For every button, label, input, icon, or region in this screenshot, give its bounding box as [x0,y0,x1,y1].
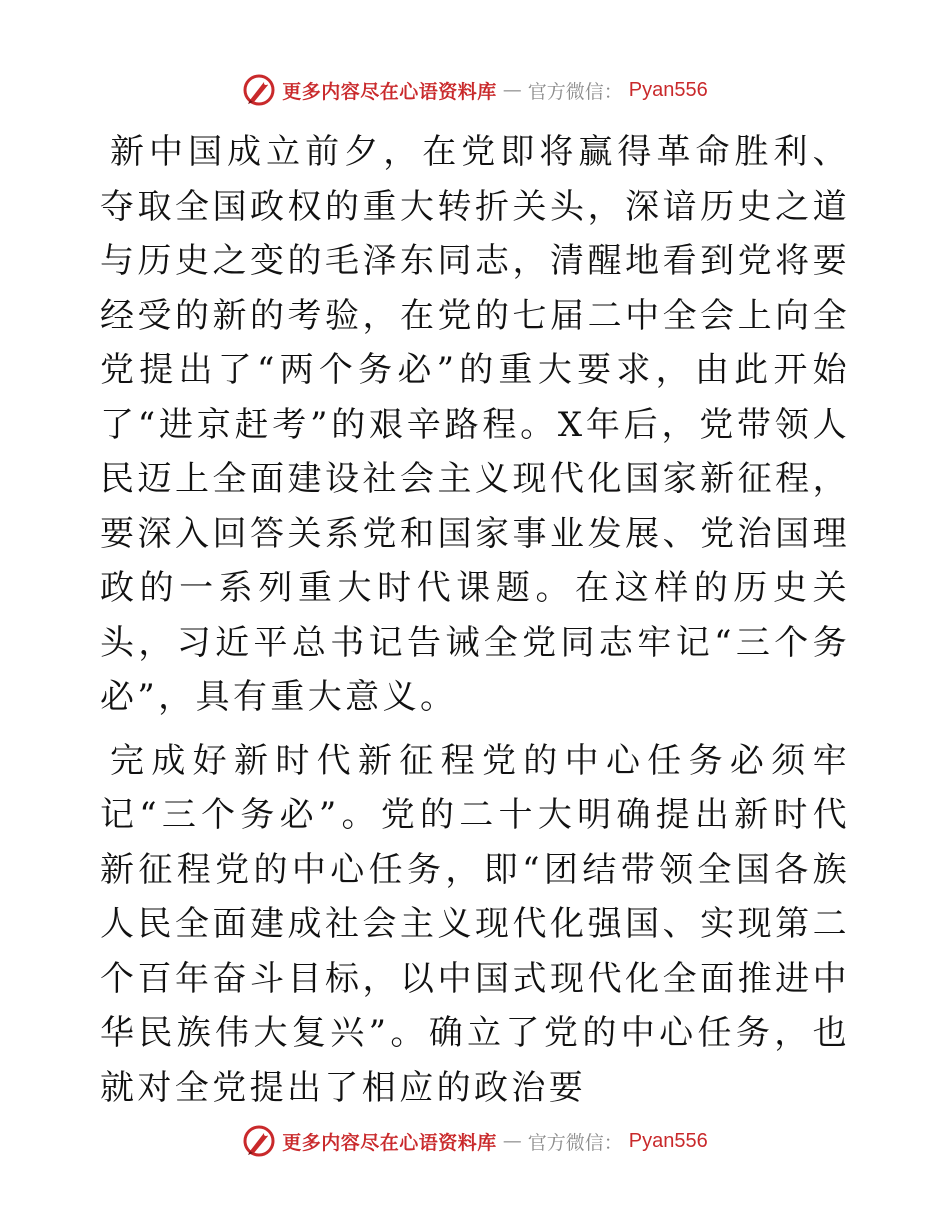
banner-separator: — [502,1130,522,1152]
article-body [100,125,850,1115]
paragraph-1: 新中国成立前夕，在党即将赢得革命胜利、夺取全国政权的重大转折关头，深谙历史之道与历史之变的毛泽东同志，清醒地看到党将要经受的新的考验，在党的七届二中全会上向全党提出了“两个务必”的重大要求，由此开始了“进京赶考”的艰辛路程。X年后，党带领人民迈上全面建设社会主义现代化国家新征程，要深入回答关系党和国家事业发展、党治国理政的一系列重大时代课题。在这样的历史关头，习近平总书记告诫全党同志牢记“三个务必”，具有重大意义。 [100,132,850,717]
footer-watermark-banner [0,1121,950,1161]
header-watermark-banner [0,70,950,110]
banner-official-label: 官方微信： [527,80,623,103]
banner-official-label: 官方微信： [527,1131,623,1154]
paragraph-2: 完成好新时代新征程党的中心任务必须牢记“三个务必”。党的二十大明确提出新时代新征程党的中心任务，即“团结带领全国各族人民全面建成社会主义现代化强国、实现第二个百年奋斗目标，以中国式现代化全面推进中华民族伟大复兴”。确立了党的中心任务，也就对全党提出了相应的政治要 [100,740,850,1108]
banner-wechat-id: Pyan556 [628,78,708,101]
banner-slogan: 更多内容尽在心语资料库 [282,80,497,103]
banner-separator: — [502,79,522,101]
banner-wechat-id: Pyan556 [628,1129,708,1152]
pen-logo-icon [242,1124,276,1158]
pen-logo-icon [242,73,276,107]
banner-slogan: 更多内容尽在心语资料库 [282,1131,497,1154]
